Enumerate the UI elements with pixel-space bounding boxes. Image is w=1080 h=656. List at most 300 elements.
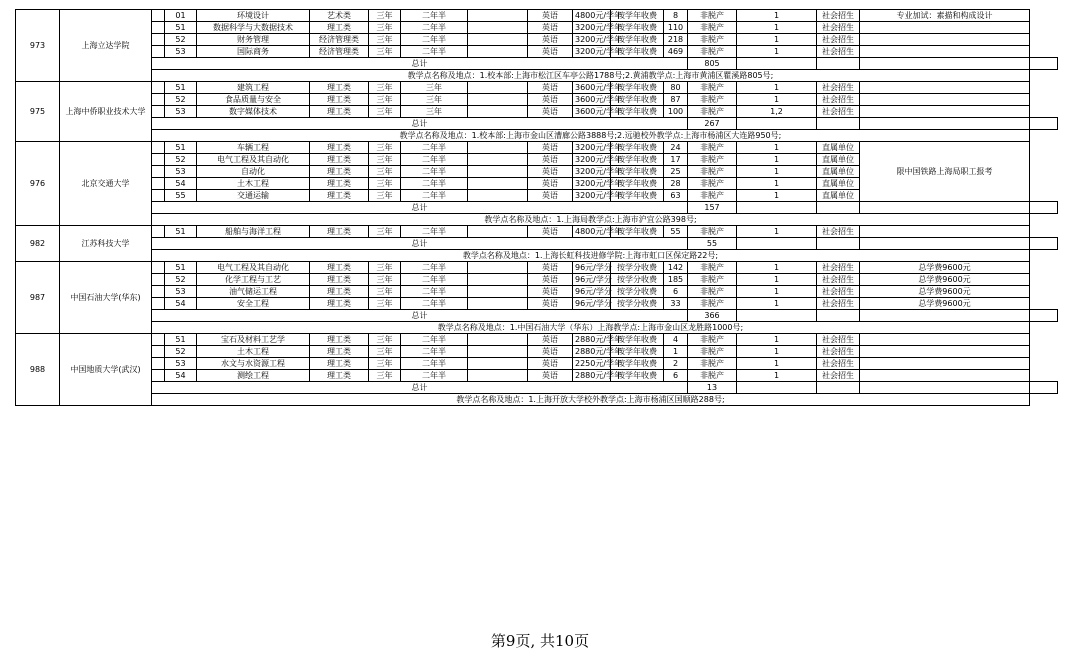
major-category: 理工类 [310, 334, 369, 346]
enrollment-scope: 直属单位 [817, 190, 860, 202]
location-row [16, 322, 1058, 334]
study-mode: 非脱产 [688, 370, 737, 382]
location-row [16, 250, 1058, 262]
enrollment-scope: 直属单位 [817, 142, 860, 154]
study-years: 三年 [369, 22, 401, 34]
location-row [16, 130, 1058, 142]
major-code: 52 [165, 94, 197, 106]
major-code: 51 [165, 142, 197, 154]
study-mode: 非脱产 [688, 22, 737, 34]
fee-method: 按学年收费 [611, 370, 664, 382]
major-category: 理工类 [310, 178, 369, 190]
tuition: 96元/学分 [573, 262, 611, 274]
min-years: 二年半 [401, 346, 468, 358]
foreign-language: 英语 [528, 346, 573, 358]
tuition: 3600元/学年 [573, 106, 611, 118]
remark-cell: 总学费9600元 [860, 286, 1030, 298]
major-code: 54 [165, 298, 197, 310]
tuition: 3200元/学年 [573, 142, 611, 154]
major-category: 理工类 [310, 190, 369, 202]
foreign-language: 英语 [528, 286, 573, 298]
blank-cell [152, 46, 165, 58]
enrollment-table [15, 9, 1058, 406]
table-row [16, 142, 1058, 154]
enrollment-count: 142 [664, 262, 688, 274]
total-row [16, 58, 1058, 70]
blank-cell [468, 298, 528, 310]
total-row [16, 310, 1058, 322]
study-mode: 非脱产 [688, 346, 737, 358]
total-label: 总计 [152, 202, 688, 214]
school-code: 973 [16, 10, 60, 82]
enrollment-count: 185 [664, 274, 688, 286]
location-row [16, 70, 1058, 82]
blank-cell [860, 58, 1030, 70]
min-years: 二年半 [401, 262, 468, 274]
enrollment-count: 1 [664, 346, 688, 358]
blank-cell [468, 346, 528, 358]
enrollment-scope: 社会招生 [817, 298, 860, 310]
blank-cell [468, 190, 528, 202]
table-row [16, 346, 1058, 358]
table-body [16, 10, 1058, 406]
blank-cell [152, 34, 165, 46]
blank-cell [468, 262, 528, 274]
blank-cell [817, 382, 860, 394]
blank-cell [468, 178, 528, 190]
major-category: 理工类 [310, 286, 369, 298]
study-years: 三年 [369, 82, 401, 94]
enrollment-count: 24 [664, 142, 688, 154]
enrollment-scope: 社会招生 [817, 94, 860, 106]
major-category: 理工类 [310, 94, 369, 106]
total-row [16, 202, 1058, 214]
remark-cell [860, 22, 1030, 34]
major-category: 理工类 [310, 166, 369, 178]
study-mode: 非脱产 [688, 166, 737, 178]
min-years: 二年半 [401, 298, 468, 310]
study-mode: 非脱产 [688, 262, 737, 274]
blank-cell [152, 346, 165, 358]
teaching-site: 1 [737, 166, 817, 178]
study-years: 三年 [369, 46, 401, 58]
enrollment-scope: 社会招生 [817, 346, 860, 358]
teaching-site: 1 [737, 22, 817, 34]
major-name: 安全工程 [197, 298, 310, 310]
enrollment-scope: 直属单位 [817, 178, 860, 190]
major-category: 理工类 [310, 142, 369, 154]
fee-method: 按学分收费 [611, 298, 664, 310]
blank-cell [737, 310, 817, 322]
tuition: 3200元/学年 [573, 178, 611, 190]
major-name: 水文与水资源工程 [197, 358, 310, 370]
remark-cell: 总学费9600元 [860, 298, 1030, 310]
study-mode: 非脱产 [688, 334, 737, 346]
teaching-location: 教学点名称及地点：1.上海长虹科技进修学院:上海市虹口区保定路22号; [152, 250, 1030, 262]
school-code: 987 [16, 262, 60, 334]
min-years: 二年半 [401, 46, 468, 58]
remark-cell [860, 46, 1030, 58]
blank-cell [737, 202, 817, 214]
major-name: 自动化 [197, 166, 310, 178]
enrollment-count: 25 [664, 166, 688, 178]
total-row [16, 238, 1058, 250]
min-years: 二年半 [401, 154, 468, 166]
total-count: 157 [688, 202, 737, 214]
table-row [16, 286, 1058, 298]
blank-cell [860, 238, 1030, 250]
teaching-site: 1 [737, 298, 817, 310]
blank-cell [468, 22, 528, 34]
enrollment-count: 28 [664, 178, 688, 190]
tuition: 3200元/学年 [573, 190, 611, 202]
fee-method: 按学年收费 [611, 142, 664, 154]
teaching-site: 1 [737, 274, 817, 286]
enrollment-count: 4 [664, 334, 688, 346]
teaching-location: 教学点名称及地点：1.中国石油大学（华东）上海教学点:上海市金山区龙胜路1000号; [152, 322, 1030, 334]
tuition: 3200元/学年 [573, 46, 611, 58]
fee-method: 按学年收费 [611, 82, 664, 94]
school-code: 975 [16, 82, 60, 142]
foreign-language: 英语 [528, 46, 573, 58]
blank-cell [468, 82, 528, 94]
blank-cell [860, 118, 1030, 130]
blank-cell [152, 178, 165, 190]
enrollment-scope: 直属单位 [817, 166, 860, 178]
min-years: 二年半 [401, 10, 468, 22]
enrollment-count: 33 [664, 298, 688, 310]
major-code: 52 [165, 274, 197, 286]
school-code: 988 [16, 334, 60, 406]
major-name: 食品质量与安全 [197, 94, 310, 106]
study-mode: 非脱产 [688, 46, 737, 58]
major-code: 51 [165, 82, 197, 94]
foreign-language: 英语 [528, 298, 573, 310]
tuition: 3600元/学年 [573, 82, 611, 94]
major-name: 土木工程 [197, 346, 310, 358]
total-label: 总计 [152, 118, 688, 130]
enrollment-scope: 社会招生 [817, 10, 860, 22]
teaching-site: 1 [737, 286, 817, 298]
major-category: 经济管理类 [310, 46, 369, 58]
enrollment-scope: 社会招生 [817, 370, 860, 382]
study-years: 三年 [369, 370, 401, 382]
teaching-site: 1 [737, 262, 817, 274]
min-years: 二年半 [401, 142, 468, 154]
teaching-site: 1 [737, 82, 817, 94]
table-row [16, 106, 1058, 118]
study-years: 三年 [369, 142, 401, 154]
remark-cell [860, 82, 1030, 94]
study-years: 三年 [369, 274, 401, 286]
major-code: 53 [165, 106, 197, 118]
major-name: 环境设计 [197, 10, 310, 22]
study-years: 三年 [369, 10, 401, 22]
major-name: 测绘工程 [197, 370, 310, 382]
major-code: 52 [165, 34, 197, 46]
blank-cell [860, 382, 1030, 394]
teaching-site: 1 [737, 178, 817, 190]
study-mode: 非脱产 [688, 274, 737, 286]
blank-cell [1030, 382, 1058, 394]
major-code: 52 [165, 346, 197, 358]
tuition: 3200元/学年 [573, 154, 611, 166]
study-years: 三年 [369, 262, 401, 274]
min-years: 二年半 [401, 358, 468, 370]
enrollment-count: 17 [664, 154, 688, 166]
tuition: 4800元/学年 [573, 10, 611, 22]
major-name: 数字媒体技术 [197, 106, 310, 118]
school-name: 北京交通大学 [60, 142, 152, 226]
tuition: 2250元/学年 [573, 358, 611, 370]
foreign-language: 英语 [528, 34, 573, 46]
enrollment-count: 6 [664, 370, 688, 382]
min-years: 二年半 [401, 286, 468, 298]
teaching-site: 1 [737, 10, 817, 22]
page-footer: 第9页, 共10页 [490, 632, 590, 650]
major-name: 电气工程及其自动化 [197, 154, 310, 166]
fee-method: 按学年收费 [611, 334, 664, 346]
enrollment-count: 100 [664, 106, 688, 118]
table-row [16, 10, 1058, 22]
blank-cell [468, 166, 528, 178]
foreign-language: 英语 [528, 82, 573, 94]
blank-cell [817, 238, 860, 250]
study-years: 三年 [369, 154, 401, 166]
foreign-language: 英语 [528, 154, 573, 166]
teaching-site: 1,2 [737, 106, 817, 118]
school-name: 中国地质大学(武汉) [60, 334, 152, 406]
tuition: 3200元/学年 [573, 22, 611, 34]
enrollment-count: 6 [664, 286, 688, 298]
blank-cell [1030, 202, 1058, 214]
major-category: 理工类 [310, 154, 369, 166]
blank-cell [817, 58, 860, 70]
major-category: 理工类 [310, 358, 369, 370]
foreign-language: 英语 [528, 262, 573, 274]
blank-cell [468, 154, 528, 166]
blank-cell [152, 262, 165, 274]
enrollment-count: 8 [664, 10, 688, 22]
major-category: 理工类 [310, 346, 369, 358]
blank-cell [468, 10, 528, 22]
major-name: 数据科学与大数据技术 [197, 22, 310, 34]
tuition: 96元/学分 [573, 298, 611, 310]
blank-cell [468, 370, 528, 382]
blank-cell [152, 166, 165, 178]
enrollment-count: 218 [664, 34, 688, 46]
major-name: 电气工程及其自动化 [197, 262, 310, 274]
fee-method: 按学年收费 [611, 34, 664, 46]
blank-cell [468, 274, 528, 286]
remark-cell [860, 358, 1030, 370]
table-row [16, 298, 1058, 310]
enrollment-count: 63 [664, 190, 688, 202]
school-code: 976 [16, 142, 60, 226]
major-category: 理工类 [310, 262, 369, 274]
total-count: 366 [688, 310, 737, 322]
study-mode: 非脱产 [688, 298, 737, 310]
enrollment-scope: 社会招生 [817, 274, 860, 286]
blank-cell [152, 106, 165, 118]
teaching-site: 1 [737, 334, 817, 346]
fee-method: 按学年收费 [611, 22, 664, 34]
foreign-language: 英语 [528, 166, 573, 178]
remark-cell: 专业加试：素描和构成设计 [860, 10, 1030, 22]
foreign-language: 英语 [528, 106, 573, 118]
blank-cell [860, 310, 1030, 322]
major-name: 土木工程 [197, 178, 310, 190]
major-code: 51 [165, 334, 197, 346]
total-count: 267 [688, 118, 737, 130]
blank-cell [468, 106, 528, 118]
table-row [16, 370, 1058, 382]
study-mode: 非脱产 [688, 178, 737, 190]
study-mode: 非脱产 [688, 106, 737, 118]
min-years: 二年半 [401, 178, 468, 190]
major-name: 建筑工程 [197, 82, 310, 94]
major-name: 车辆工程 [197, 142, 310, 154]
total-row [16, 118, 1058, 130]
enrollment-scope: 社会招生 [817, 34, 860, 46]
min-years: 二年半 [401, 226, 468, 238]
table-row [16, 334, 1058, 346]
blank-cell [817, 310, 860, 322]
foreign-language: 英语 [528, 334, 573, 346]
location-row [16, 394, 1058, 406]
teaching-site: 1 [737, 94, 817, 106]
enrollment-count: 2 [664, 358, 688, 370]
school-name: 中国石油大学(华东) [60, 262, 152, 334]
school-code: 982 [16, 226, 60, 262]
study-mode: 非脱产 [688, 94, 737, 106]
blank-cell [152, 22, 165, 34]
major-code: 53 [165, 166, 197, 178]
blank-cell [152, 142, 165, 154]
study-mode: 非脱产 [688, 34, 737, 46]
major-name: 国际商务 [197, 46, 310, 58]
blank-cell [152, 286, 165, 298]
foreign-language: 英语 [528, 178, 573, 190]
fee-method: 按学年收费 [611, 358, 664, 370]
major-name: 化学工程与工艺 [197, 274, 310, 286]
blank-cell [737, 238, 817, 250]
study-mode: 非脱产 [688, 82, 737, 94]
total-count: 13 [688, 382, 737, 394]
fee-method: 按学年收费 [611, 94, 664, 106]
enrollment-scope: 社会招生 [817, 286, 860, 298]
major-code: 52 [165, 154, 197, 166]
school-name: 上海中侨职业技术大学 [60, 82, 152, 142]
enrollment-count: 469 [664, 46, 688, 58]
study-years: 三年 [369, 226, 401, 238]
major-category: 理工类 [310, 274, 369, 286]
school-name: 江苏科技大学 [60, 226, 152, 262]
major-code: 54 [165, 370, 197, 382]
enrollment-scope: 社会招生 [817, 82, 860, 94]
fee-method: 按学年收费 [611, 226, 664, 238]
table-row [16, 274, 1058, 286]
major-category: 理工类 [310, 22, 369, 34]
blank-cell [817, 202, 860, 214]
teaching-site: 1 [737, 142, 817, 154]
remark-cell [860, 334, 1030, 346]
foreign-language: 英语 [528, 22, 573, 34]
blank-cell [152, 10, 165, 22]
major-code: 53 [165, 46, 197, 58]
remark-cell [860, 370, 1030, 382]
major-code: 51 [165, 226, 197, 238]
teaching-site: 1 [737, 46, 817, 58]
foreign-language: 英语 [528, 226, 573, 238]
teaching-location: 教学点名称及地点：1.校本部:上海市金山区漕廊公路3888号;2.远驰校外教学点:上海市杨浦区大连路950号; [152, 130, 1030, 142]
study-years: 三年 [369, 286, 401, 298]
fee-method: 按学年收费 [611, 106, 664, 118]
blank-cell [152, 370, 165, 382]
fee-method: 按学年收费 [611, 46, 664, 58]
major-code: 51 [165, 262, 197, 274]
study-mode: 非脱产 [688, 226, 737, 238]
blank-cell [860, 202, 1030, 214]
min-years: 三年 [401, 94, 468, 106]
fee-method: 按学年收费 [611, 178, 664, 190]
blank-cell [1030, 238, 1058, 250]
remark-cell: 限中国铁路上海局职工报考 [860, 142, 1030, 202]
tuition: 96元/学分 [573, 274, 611, 286]
blank-cell [152, 94, 165, 106]
tuition: 2880元/学年 [573, 370, 611, 382]
min-years: 二年半 [401, 334, 468, 346]
blank-cell [152, 154, 165, 166]
tuition: 4800元/学年 [573, 226, 611, 238]
total-count: 805 [688, 58, 737, 70]
blank-cell [468, 46, 528, 58]
min-years: 三年 [401, 82, 468, 94]
min-years: 三年 [401, 106, 468, 118]
blank-cell [152, 274, 165, 286]
enrollment-count: 80 [664, 82, 688, 94]
school-name: 上海立达学院 [60, 10, 152, 82]
remark-cell [860, 106, 1030, 118]
fee-method: 按学年收费 [611, 154, 664, 166]
major-category: 理工类 [310, 298, 369, 310]
tuition: 3200元/学年 [573, 166, 611, 178]
tuition: 2880元/学年 [573, 346, 611, 358]
blank-cell [468, 226, 528, 238]
major-name: 油气储运工程 [197, 286, 310, 298]
blank-cell [1030, 118, 1058, 130]
major-name: 交通运输 [197, 190, 310, 202]
blank-cell [468, 94, 528, 106]
blank-cell [468, 34, 528, 46]
min-years: 二年半 [401, 370, 468, 382]
blank-cell [737, 118, 817, 130]
study-mode: 非脱产 [688, 10, 737, 22]
table-row [16, 34, 1058, 46]
foreign-language: 英语 [528, 94, 573, 106]
major-code: 55 [165, 190, 197, 202]
remark-cell [860, 346, 1030, 358]
study-mode: 非脱产 [688, 286, 737, 298]
teaching-site: 1 [737, 358, 817, 370]
teaching-site: 1 [737, 154, 817, 166]
major-code: 53 [165, 358, 197, 370]
study-years: 三年 [369, 190, 401, 202]
fee-method: 按学分收费 [611, 274, 664, 286]
study-mode: 非脱产 [688, 142, 737, 154]
blank-cell [152, 334, 165, 346]
study-mode: 非脱产 [688, 154, 737, 166]
